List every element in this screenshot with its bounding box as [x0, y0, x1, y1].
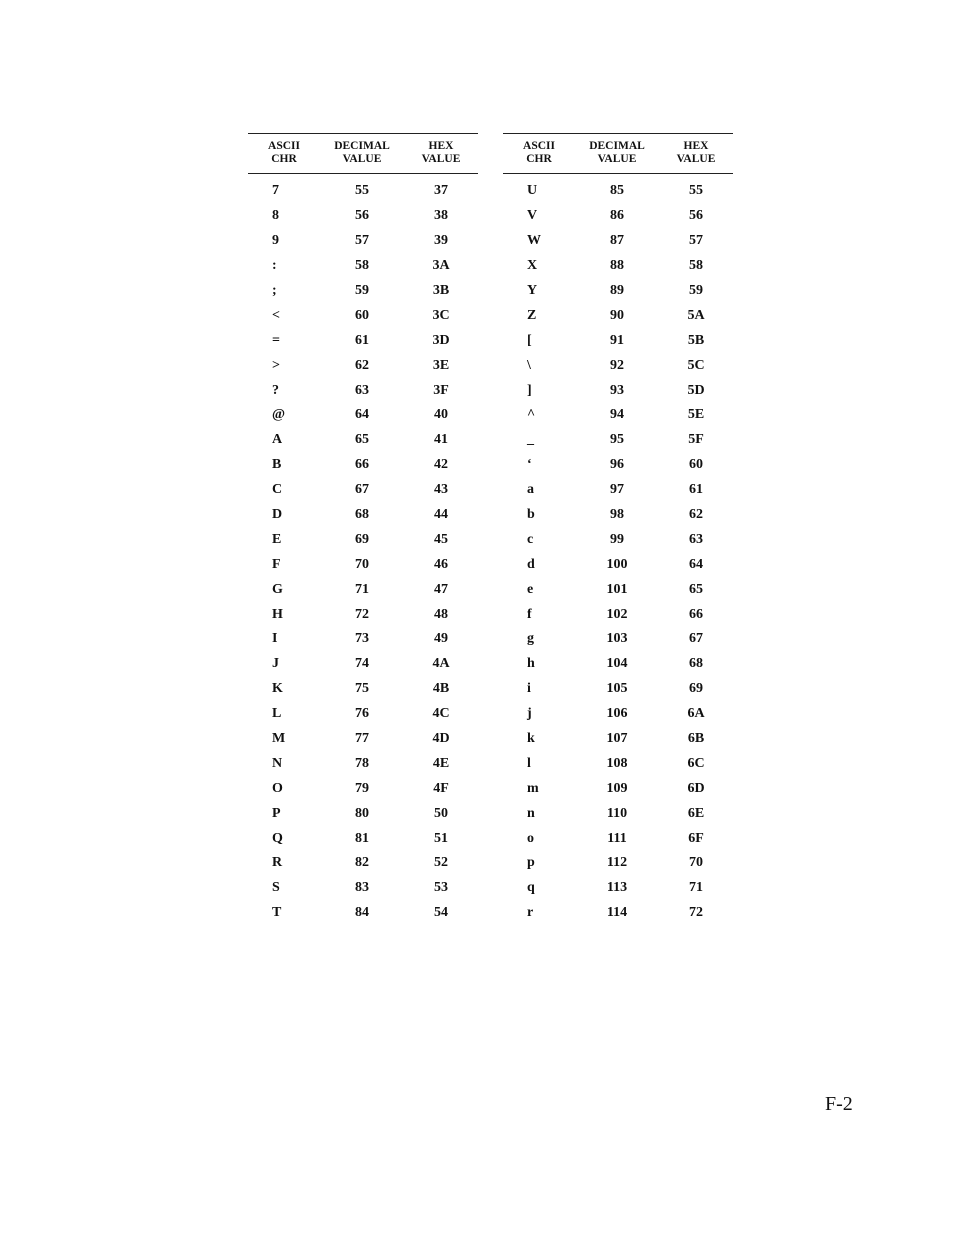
chr-cell: T [272, 905, 282, 921]
decimal-cell: 85 [610, 183, 624, 199]
chr-cell: r [527, 905, 534, 921]
table-row [248, 378, 478, 403]
decimal-cell: 113 [606, 880, 628, 896]
hex-cell: 45 [434, 531, 448, 547]
decimal-cell: 101 [606, 581, 628, 597]
chr-cell: R [272, 855, 283, 871]
hex-cell: 51 [434, 830, 448, 846]
decimal-cell: 76 [355, 706, 369, 722]
decimal-cell: 57 [355, 233, 369, 249]
decimal-cell: 112 [606, 855, 628, 871]
chr-cell: Z [527, 307, 537, 323]
header-row [248, 134, 478, 174]
table-row [248, 303, 478, 328]
decimal-cell: 66 [355, 457, 369, 473]
chr-cell: O [272, 780, 283, 796]
chr-cell: ] [527, 382, 532, 398]
chr-cell: 7 [272, 183, 279, 199]
decimal-cell: 55 [355, 183, 369, 199]
chr-cell: m [527, 780, 539, 796]
hex-cell: 44 [434, 507, 448, 523]
chr-cell: B [272, 457, 282, 473]
table-row [248, 279, 478, 304]
chr-cell: h [527, 656, 535, 672]
decimal-cell: 98 [610, 507, 624, 523]
chr-cell: \ [527, 357, 531, 373]
chr-cell: F [272, 556, 281, 572]
decimal-cell: 95 [610, 432, 624, 448]
decimal-cell: 81 [355, 830, 369, 846]
decimal-cell: 100 [606, 556, 628, 572]
hex-cell: 43 [434, 482, 448, 498]
chr-cell: ? [272, 382, 279, 398]
hex-cell: 52 [434, 855, 448, 871]
hex-cell: 64 [689, 556, 703, 572]
chr-cell: ; [272, 283, 277, 298]
decimal-cell: 103 [606, 631, 628, 647]
chr-cell: 9 [272, 233, 279, 249]
decimal-cell: 70 [355, 556, 369, 572]
chr-cell: c [527, 531, 534, 547]
table-row [248, 328, 478, 353]
hex-cell: 6A [687, 706, 705, 722]
chr-cell: : [272, 258, 277, 274]
hex-cell: 3B [432, 283, 450, 298]
chr-cell: o [527, 830, 534, 846]
table-row [503, 727, 733, 752]
chr-cell: p [527, 855, 535, 871]
hex-cell: 4F [433, 780, 449, 796]
decimal-cell: 79 [355, 780, 369, 796]
decimal-cell: 108 [606, 755, 628, 771]
table-row [503, 801, 733, 826]
table-row [503, 254, 733, 279]
hex-cell: 4B [432, 681, 450, 697]
header-ascii-chr: ASCII CHR [503, 134, 575, 174]
hex-cell: 55 [689, 183, 703, 199]
decimal-cell: 84 [355, 905, 369, 921]
hex-cell: 40 [434, 407, 448, 423]
decimal-cell: 65 [355, 432, 369, 448]
hex-cell: 41 [434, 432, 448, 448]
hex-cell: 61 [689, 482, 703, 498]
hex-cell: 65 [689, 581, 703, 597]
hex-cell: 6B [687, 731, 705, 747]
table-row [503, 503, 733, 528]
hex-cell: 58 [689, 258, 703, 274]
hex-cell: 5F [688, 432, 704, 448]
table-row [503, 204, 733, 229]
hex-cell: 72 [689, 905, 703, 921]
decimal-cell: 88 [610, 258, 624, 274]
decimal-cell: 99 [610, 531, 624, 547]
table-row [503, 403, 733, 428]
hex-cell: 49 [434, 631, 448, 647]
table-row [248, 851, 478, 876]
chr-cell: ^ [527, 407, 536, 423]
decimal-cell: 78 [355, 755, 369, 771]
decimal-cell: 72 [355, 606, 369, 622]
decimal-cell: 90 [610, 307, 624, 323]
decimal-cell: 107 [606, 731, 628, 747]
table-row [248, 776, 478, 801]
decimal-cell: 80 [355, 805, 369, 821]
hex-cell: 5D [687, 382, 705, 398]
table-row [503, 851, 733, 876]
hex-cell: 59 [689, 283, 703, 298]
decimal-cell: 59 [355, 283, 369, 298]
chr-cell: f [527, 606, 532, 622]
chr-cell: [ [527, 332, 532, 348]
table-row [248, 602, 478, 627]
table-row [248, 801, 478, 826]
table-row [503, 303, 733, 328]
table-row [503, 627, 733, 652]
hex-cell: 6F [688, 830, 704, 846]
decimal-cell: 63 [355, 382, 369, 398]
hex-cell: 3C [432, 307, 450, 323]
decimal-cell: 91 [610, 332, 624, 348]
chr-cell: G [272, 581, 283, 597]
chr-cell: i [527, 681, 531, 697]
hex-cell: 71 [689, 880, 703, 896]
chr-cell: k [527, 731, 535, 747]
chr-cell: a [527, 482, 534, 498]
chr-cell: q [527, 880, 535, 896]
decimal-cell: 92 [610, 357, 624, 373]
chr-cell: n [527, 805, 535, 821]
table-row [248, 353, 478, 378]
decimal-cell: 114 [606, 905, 628, 921]
decimal-cell: 89 [610, 283, 624, 298]
table-row [503, 328, 733, 353]
table-row [248, 229, 478, 254]
table-row [248, 627, 478, 652]
chr-cell: U [527, 183, 538, 199]
decimal-cell: 74 [355, 656, 369, 672]
chr-cell: L [272, 706, 282, 722]
table-row [503, 751, 733, 776]
hex-cell: 66 [689, 606, 703, 622]
hex-cell: 42 [434, 457, 448, 473]
table-row [248, 577, 478, 602]
chr-cell: M [272, 731, 286, 747]
hex-cell: 5C [687, 357, 705, 373]
hex-cell: 3F [433, 382, 449, 398]
hex-cell: 38 [434, 208, 448, 224]
hex-cell: 70 [689, 855, 703, 871]
decimal-cell: 111 [607, 830, 627, 846]
table-row [248, 527, 478, 552]
chr-cell: H [272, 606, 283, 622]
decimal-cell: 69 [355, 531, 369, 547]
hex-cell: 4C [432, 706, 450, 722]
chr-cell: g [527, 631, 534, 647]
header-ascii-chr: ASCII CHR [248, 134, 320, 174]
hex-cell: 57 [689, 233, 703, 249]
table-row [503, 577, 733, 602]
hex-cell: 47 [434, 581, 448, 597]
hex-cell: 6E [687, 805, 705, 821]
decimal-cell: 109 [606, 780, 628, 796]
chr-cell: Y [527, 283, 538, 298]
ascii-table-right [503, 133, 733, 926]
chr-cell: j [527, 706, 532, 722]
table-row [503, 478, 733, 503]
table-row [248, 727, 478, 752]
decimal-cell: 73 [355, 631, 369, 647]
decimal-cell: 102 [606, 606, 628, 622]
chr-cell: < [272, 307, 280, 323]
hex-cell: 69 [689, 681, 703, 697]
table-row [248, 677, 478, 702]
chr-cell: A [272, 432, 283, 448]
hex-cell: 5E [687, 407, 705, 423]
hex-cell: 39 [434, 233, 448, 249]
hex-cell: 48 [434, 606, 448, 622]
decimal-cell: 93 [610, 382, 624, 398]
table-row [248, 901, 478, 926]
decimal-cell: 62 [355, 357, 369, 373]
table-row [503, 279, 733, 304]
decimal-cell: 60 [355, 307, 369, 323]
hex-cell: 53 [434, 880, 448, 896]
decimal-cell: 110 [606, 805, 628, 821]
table-row [248, 204, 478, 229]
chr-cell: > [272, 357, 280, 373]
table-row [248, 403, 478, 428]
chr-cell: K [272, 681, 283, 697]
chr-cell: P [272, 805, 281, 821]
hex-cell: 5B [687, 332, 705, 348]
hex-cell: 3A [432, 258, 450, 274]
chr-cell: C [272, 482, 283, 498]
table-row [248, 428, 478, 453]
table-row [248, 552, 478, 577]
decimal-cell: 68 [355, 507, 369, 523]
table-row [248, 179, 478, 204]
header-hex-value: HEX VALUE [659, 134, 733, 174]
table-row [503, 378, 733, 403]
chr-cell: @ [272, 407, 286, 423]
decimal-cell: 104 [606, 656, 628, 672]
hex-cell: 3E [432, 357, 450, 373]
table-row [503, 229, 733, 254]
table-row [248, 751, 478, 776]
table-row [503, 776, 733, 801]
table-body-left [248, 179, 478, 926]
decimal-cell: 96 [610, 457, 624, 473]
chr-cell: X [527, 258, 538, 274]
decimal-cell: 64 [355, 407, 369, 423]
chr-cell: 8 [272, 208, 279, 224]
table-row [503, 901, 733, 926]
chr-cell: S [272, 880, 280, 896]
table-row [248, 453, 478, 478]
ascii-table-left [248, 133, 478, 926]
chr-cell: E [272, 531, 282, 547]
decimal-cell: 82 [355, 855, 369, 871]
table-row [503, 702, 733, 727]
table-row [248, 254, 478, 279]
table-row [248, 652, 478, 677]
table-row [503, 826, 733, 851]
hex-cell: 37 [434, 183, 448, 199]
hex-cell: 6C [687, 755, 705, 771]
hex-cell: 3D [432, 332, 450, 348]
chr-cell: Q [272, 830, 283, 846]
table-row [248, 876, 478, 901]
table-row [248, 826, 478, 851]
table-row [248, 503, 478, 528]
header-decimal-value: DECIMAL VALUE [320, 134, 404, 174]
hex-cell: 62 [689, 507, 703, 523]
chr-cell: e [527, 581, 534, 597]
hex-cell: 50 [434, 805, 448, 821]
header-hex-value: HEX VALUE [404, 134, 478, 174]
decimal-cell: 77 [355, 731, 369, 747]
chr-cell: d [527, 556, 535, 572]
decimal-cell: 61 [355, 332, 369, 348]
decimal-cell: 56 [355, 208, 369, 224]
table-row [503, 353, 733, 378]
table-row [503, 552, 733, 577]
hex-cell: 6D [687, 780, 705, 796]
chr-cell: N [272, 755, 283, 771]
decimal-cell: 58 [355, 258, 369, 274]
decimal-cell: 106 [606, 706, 628, 722]
decimal-cell: 87 [610, 233, 624, 249]
chr-cell: _ [527, 432, 534, 448]
table-row [503, 876, 733, 901]
hex-cell: 68 [689, 656, 703, 672]
hex-cell: 4A [432, 656, 450, 672]
chr-cell: W [527, 233, 541, 249]
decimal-cell: 105 [606, 681, 628, 697]
chr-cell: J [272, 656, 279, 672]
decimal-cell: 94 [610, 407, 624, 423]
hex-cell: 63 [689, 531, 703, 547]
decimal-cell: 67 [355, 482, 369, 498]
hex-cell: 4D [432, 731, 450, 747]
decimal-cell: 97 [610, 482, 624, 498]
table-row [503, 453, 733, 478]
table-row [503, 527, 733, 552]
page-number: F-2 [825, 1093, 853, 1115]
table-body-right [503, 179, 733, 926]
decimal-cell: 75 [355, 681, 369, 697]
table-row [248, 702, 478, 727]
header-decimal-value: DECIMAL VALUE [575, 134, 659, 174]
hex-cell: 67 [689, 631, 703, 647]
table-row [503, 602, 733, 627]
hex-cell: 60 [689, 457, 703, 473]
hex-cell: 56 [689, 208, 703, 224]
chr-cell: = [272, 332, 280, 348]
hex-cell: 4E [432, 755, 450, 771]
chr-cell: V [527, 208, 538, 224]
table-row [503, 428, 733, 453]
header-row [503, 134, 733, 174]
chr-cell: ‘ [527, 457, 532, 473]
table-row [503, 179, 733, 204]
table-row [248, 478, 478, 503]
table-row [503, 652, 733, 677]
decimal-cell: 71 [355, 581, 369, 597]
chr-cell: b [527, 507, 535, 523]
chr-cell: D [272, 507, 283, 523]
hex-cell: 54 [434, 905, 448, 921]
table-row [503, 677, 733, 702]
hex-cell: 46 [434, 556, 448, 572]
chr-cell: I [272, 631, 278, 647]
hex-cell: 5A [687, 307, 705, 323]
chr-cell: l [527, 755, 531, 771]
decimal-cell: 86 [610, 208, 624, 224]
decimal-cell: 83 [355, 880, 369, 896]
